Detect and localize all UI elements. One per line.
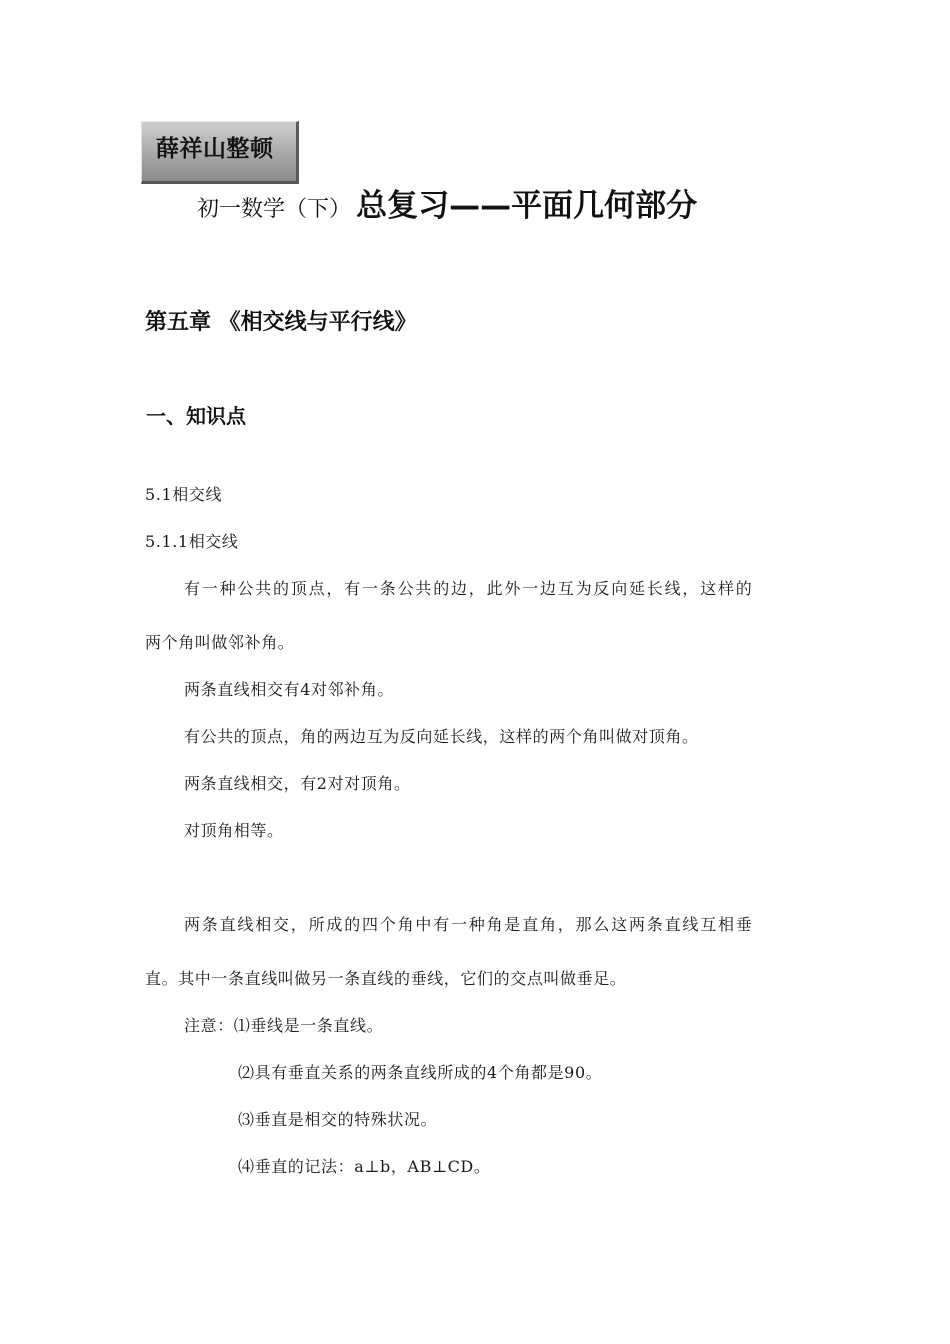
section-heading: 一、知识点 xyxy=(146,404,246,428)
title-prefix: 初一数学（下） xyxy=(197,197,352,222)
paragraph-line: 直。其中一条直线叫做另一条直线的垂线，它们的交点叫做垂足。 xyxy=(145,969,627,988)
document-title xyxy=(197,180,697,225)
paragraph-line: 两条直线相交，所成的四个角中有一种角是直角，那么这两条直线互相垂 xyxy=(184,915,754,934)
paragraph-line: 两条直线相交，有2对对顶角。 xyxy=(184,774,411,793)
author-badge-text: 薛祥山整顿 xyxy=(156,136,274,162)
title-main: 总复习——平面几何部分 xyxy=(356,188,698,224)
paragraph-line: 对顶角相等。 xyxy=(184,821,284,840)
note-line: ⑶垂直是相交的特殊状况。 xyxy=(238,1110,438,1129)
subsection-heading: 5.1.1相交线 xyxy=(145,532,239,551)
author-badge xyxy=(141,121,299,184)
paragraph-line: 两个角叫做邻补角。 xyxy=(145,633,295,652)
note-line: 注意：⑴垂线是一条直线。 xyxy=(184,1016,384,1035)
note-line: ⑷垂直的记法：a⊥b，AB⊥CD。 xyxy=(238,1157,491,1176)
paragraph-line: 有公共的顶点，角的两边互为反向延长线，这样的两个角叫做对顶角。 xyxy=(184,727,699,746)
subsection-heading: 5.1相交线 xyxy=(145,485,223,504)
paragraph-line: 两条直线相交有4对邻补角。 xyxy=(184,680,394,699)
paragraph-line: 有一种公共的顶点，有一条公共的边，此外一边互为反向延长线，这样的 xyxy=(184,579,754,598)
note-line: ⑵具有垂直关系的两条直线所成的4个角都是90。 xyxy=(238,1063,603,1082)
chapter-title: 第五章 《相交线与平行线》 xyxy=(145,310,417,335)
